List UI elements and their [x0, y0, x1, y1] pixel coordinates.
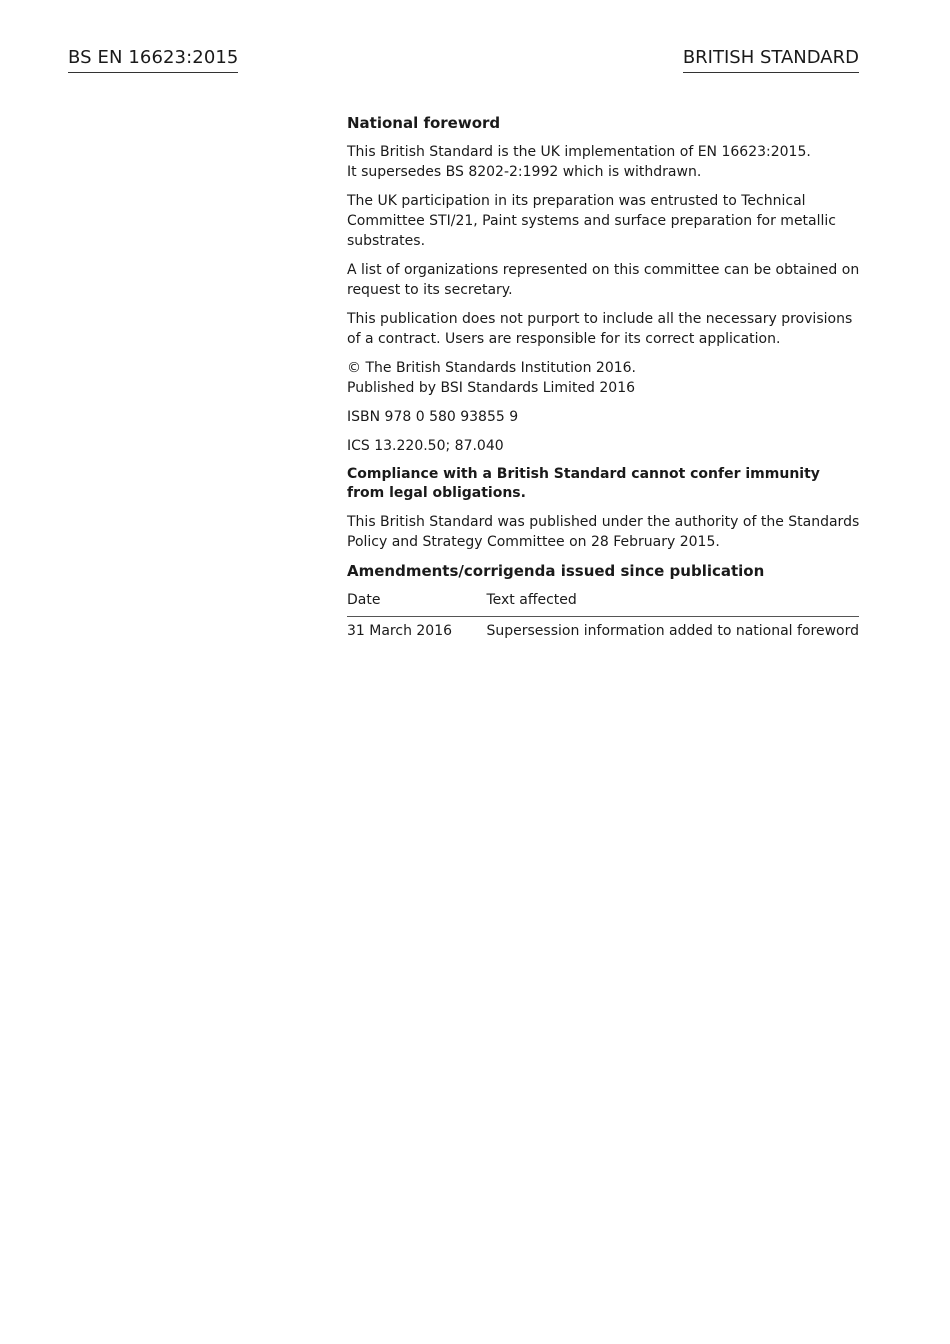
table-row [347, 617, 859, 642]
column-header-date: Date [347, 590, 486, 617]
compliance-notice: Compliance with a British Standard cannot confer immunity from legal obligations. [347, 466, 820, 501]
publisher-line: Published by BSI Standards Limited 2016 [347, 380, 636, 396]
copyright-paragraph [347, 358, 861, 398]
standard-series-label: BRITISH STANDARD [683, 47, 859, 73]
column-header-text-affected: Text affected [486, 590, 859, 617]
amendment-date: 31 March 2016 [347, 623, 453, 639]
implementation-line: This British Standard is the UK implementation of EN 16623:2015. [347, 144, 811, 160]
national-foreword-section [347, 113, 861, 641]
amendments-table [347, 590, 859, 641]
supersedes-line: It supersedes BS 8202-2:1992 which is withdrawn. [347, 164, 702, 180]
organizations-paragraph: A list of organizations represented on this committee can be obtained on request to its secretary. [347, 262, 860, 298]
document-id: BS EN 16623:2015 [68, 47, 238, 73]
amendments-title: Amendments/corrigenda issued since publication [347, 562, 765, 580]
section-title: National foreword [347, 114, 501, 132]
ics-code: ICS 13.220.50; 87.040 [347, 438, 504, 454]
amendment-text: Supersession information added to national foreword [486, 623, 859, 639]
provisions-paragraph: This publication does not purport to include all the necessary provisions of a contract. Users are responsible for its correct application. [347, 311, 853, 347]
isbn: ISBN 978 0 580 93855 9 [347, 409, 519, 425]
implementation-paragraph [347, 142, 861, 182]
committee-paragraph: The UK participation in its preparation was entrusted to Technical Committee STI/21, Paint systems and surface preparation for metallic substrates. [347, 193, 836, 249]
authority-paragraph: This British Standard was published under the authority of the Standards Policy and Strategy Committee on 28 February 2015. [347, 514, 860, 550]
copyright-line: © The British Standards Institution 2016. [347, 360, 637, 376]
table-header-row [347, 590, 859, 617]
